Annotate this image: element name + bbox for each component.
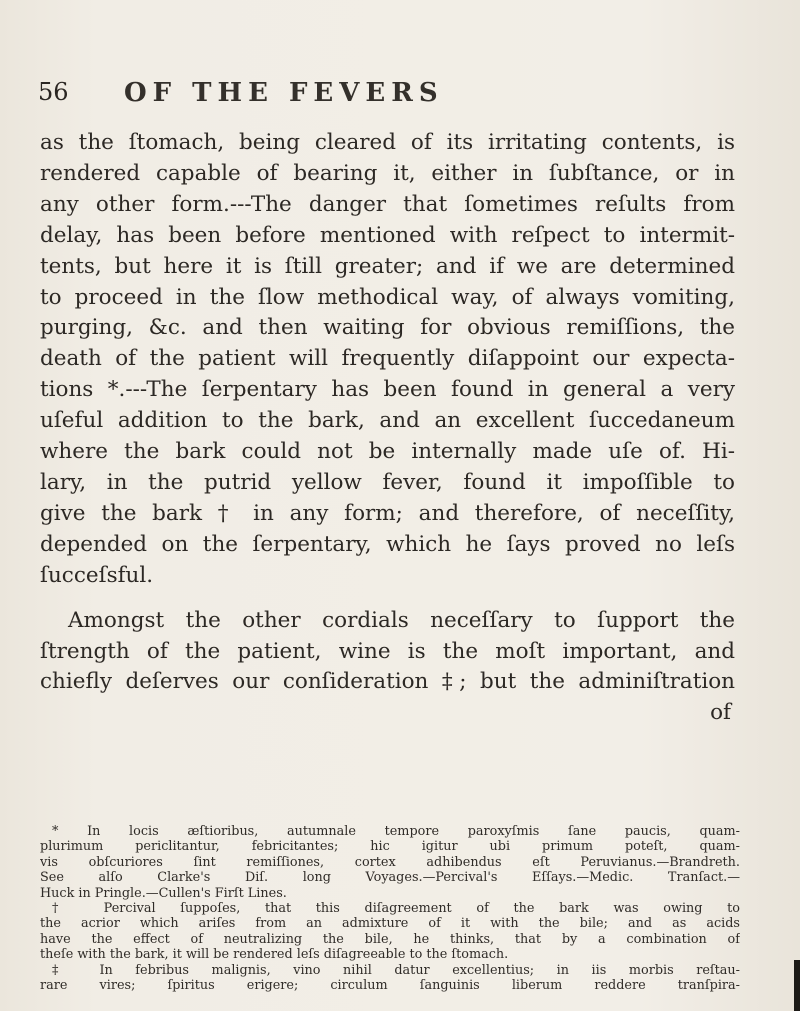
- page-header: [38, 74, 758, 114]
- text-line: any other form.---The danger that ſometimes reſults from: [40, 191, 735, 217]
- text-line: ſucceſsful.: [40, 562, 154, 588]
- text-line: delay, has been before mentioned with reſpect to intermit-: [40, 222, 735, 248]
- footnote-line: ‡ In febribus malignis, vino nihil datur excellentius; in iis morbis reſtau-: [52, 962, 740, 978]
- page-edge-shadow: [794, 960, 800, 1011]
- text-line: tions *.---The ſerpentary has been found in general a very: [40, 377, 735, 403]
- footnote-line: theſe with the bark, it will be rendered leſs diſagreeable to the ſtomach.: [40, 947, 509, 963]
- footnote-line: See alſo Clarke's Diſ. long Voyages.—Percival's Eſſays.—Medic. Tranſact.—: [40, 870, 740, 886]
- text-line: Amongst the other cordials neceſſary to ſupport the: [68, 607, 735, 633]
- footnote-line: vis obſcuriores ſint remiſſiones, cortex adhibendus eſt Peruvianus.—Brandreth.: [40, 854, 740, 870]
- text-line: ſtrength of the patient, wine is the moſt important, and: [40, 638, 735, 664]
- footnote-line: * In locis æſtioribus, autumnale tempore paroxyſmis ſane paucis, quam-: [52, 824, 740, 839]
- footnote-line: † Percival ſuppoſes, that this diſagreement of the bark was owing to: [52, 901, 740, 917]
- text-line: chiefly deſerves our conſideration ‡; but the adminiſtration: [40, 669, 735, 695]
- running-title: OF THE FEVERS: [124, 78, 444, 108]
- footnote-line: Huck in Pringle.—Cullen's Firſt Lines.: [40, 885, 287, 901]
- footnote-line: have the effect of neutralizing the bile, he thinks, that by a combination of: [40, 931, 740, 947]
- text-line: lary, in the putrid yellow fever, found it impoſſible to: [40, 469, 735, 495]
- text-line: give the bark † in any form; and therefore, of neceſſity,: [40, 500, 735, 526]
- text-line: purging, &c. and then waiting for obvious remiſſions, the: [40, 315, 735, 341]
- footnote-line: plurimum periclitantur, febricitantes; hic igitur ubi primum poteſt, quam-: [40, 839, 740, 855]
- text-line: death of the patient will frequently diſappoint our expecta-: [40, 346, 735, 372]
- catchword: of: [710, 700, 731, 726]
- text-line: to proceed in the ſlow methodical way, of always vomiting,: [40, 284, 735, 310]
- text-line: rendered capable of bearing it, either in ſubſtance, or in: [40, 160, 735, 186]
- paragraph-1: [40, 128, 735, 592]
- paragraph-2: [40, 606, 735, 730]
- footnote-line: rare vires; ſpiritus erigere; circulum ſanguinis liberum reddere tranſpira-: [40, 978, 740, 994]
- text-line: uſeful addition to the bark, and an excellent ſuccedaneum: [40, 408, 735, 434]
- footnotes: [40, 824, 740, 993]
- text-line: tents, but here it is ſtill greater; and if we are determined: [40, 253, 735, 279]
- text-line: where the bark could not be internally made uſe of. Hi-: [40, 439, 735, 465]
- main-text: [40, 128, 735, 729]
- footnote-line: the acrior which ariſes from an admixture of it with the bile; and as acids: [40, 916, 740, 932]
- page-number: 56: [38, 78, 69, 106]
- text-line: depended on the ſerpentary, which he ſays proved no leſs: [40, 531, 735, 557]
- text-line: as the ſtomach, being cleared of its irritating contents, is: [40, 130, 735, 155]
